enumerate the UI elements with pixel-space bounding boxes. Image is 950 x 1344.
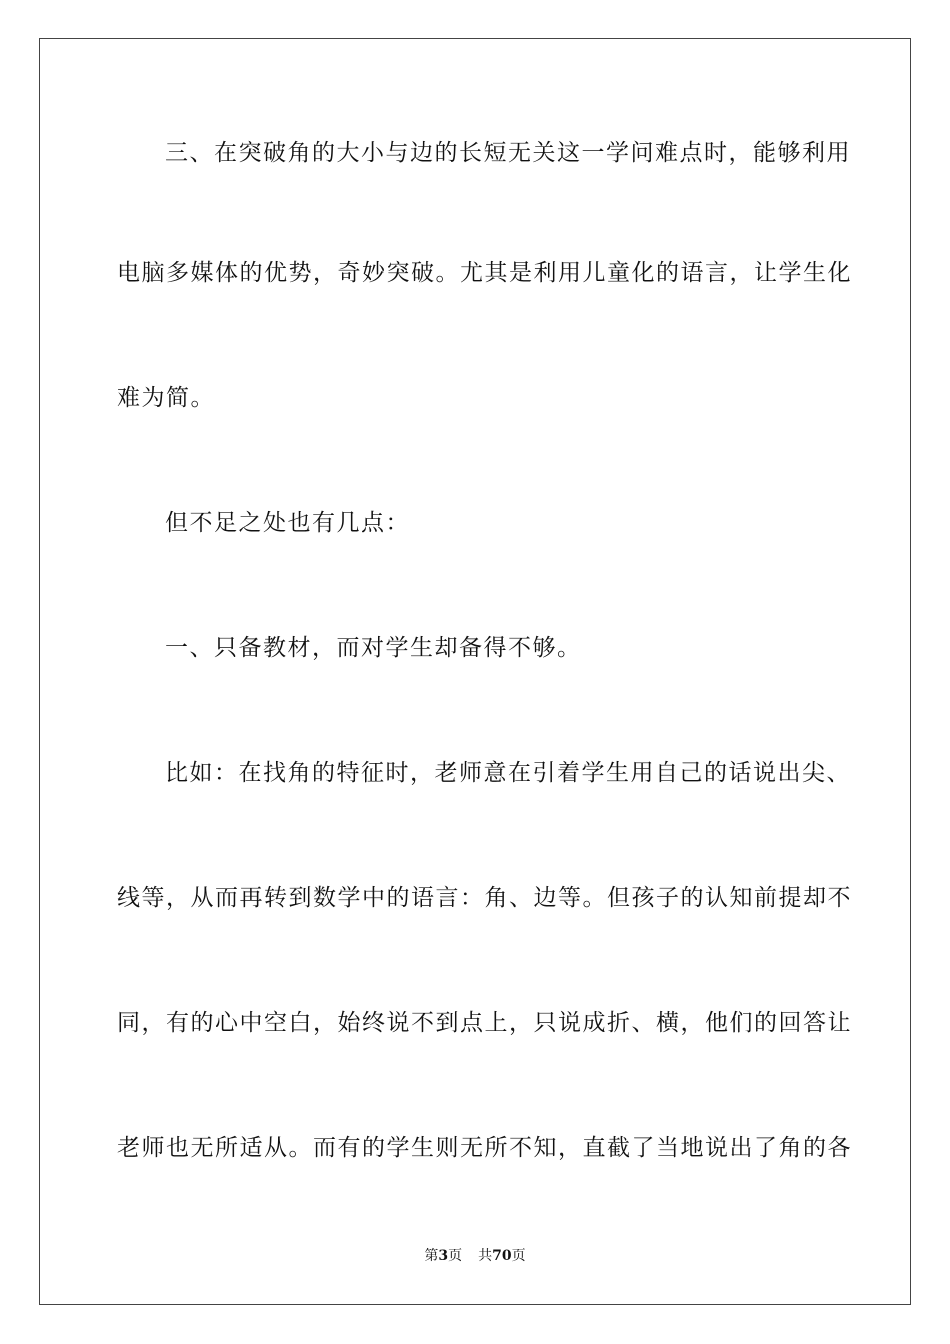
paragraph-line: 电脑多媒体的优势，奇妙突破。尤其是利用儿童化的语言，让学生化 — [117, 260, 852, 286]
page-suffix: 页 — [448, 1248, 463, 1264]
paragraph-line: 同，有的心中空白，始终说不到点上，只说成折、横，他们的回答让 — [117, 1010, 852, 1036]
total-suffix: 页 — [511, 1248, 526, 1264]
page-number: 3 — [438, 1248, 449, 1264]
paragraph-line: 难为简。 — [117, 385, 215, 411]
paragraph-line: 比如：在找角的特征时，老师意在引着学生用自己的话说出尖、 — [165, 760, 851, 786]
paragraph-line: 三、在突破角的大小与边的长短无关这一学问难点时，能够利用 — [165, 140, 851, 166]
page-prefix: 第 — [424, 1248, 439, 1264]
total-prefix: 共 — [478, 1248, 493, 1264]
paragraph-line: 一、只备教材，而对学生却备得不够。 — [165, 635, 582, 661]
paragraph-line: 但不足之处也有几点： — [165, 510, 410, 536]
page-border — [39, 38, 911, 1305]
page-footer — [0, 1247, 950, 1265]
paragraph-line: 老师也无所适从。而有的学生则无所不知，直截了当地说出了角的各 — [117, 1135, 852, 1161]
paragraph-line: 线等，从而再转到数学中的语言：角、边等。但孩子的认知前提却不 — [117, 885, 852, 911]
total-pages: 70 — [492, 1248, 512, 1264]
